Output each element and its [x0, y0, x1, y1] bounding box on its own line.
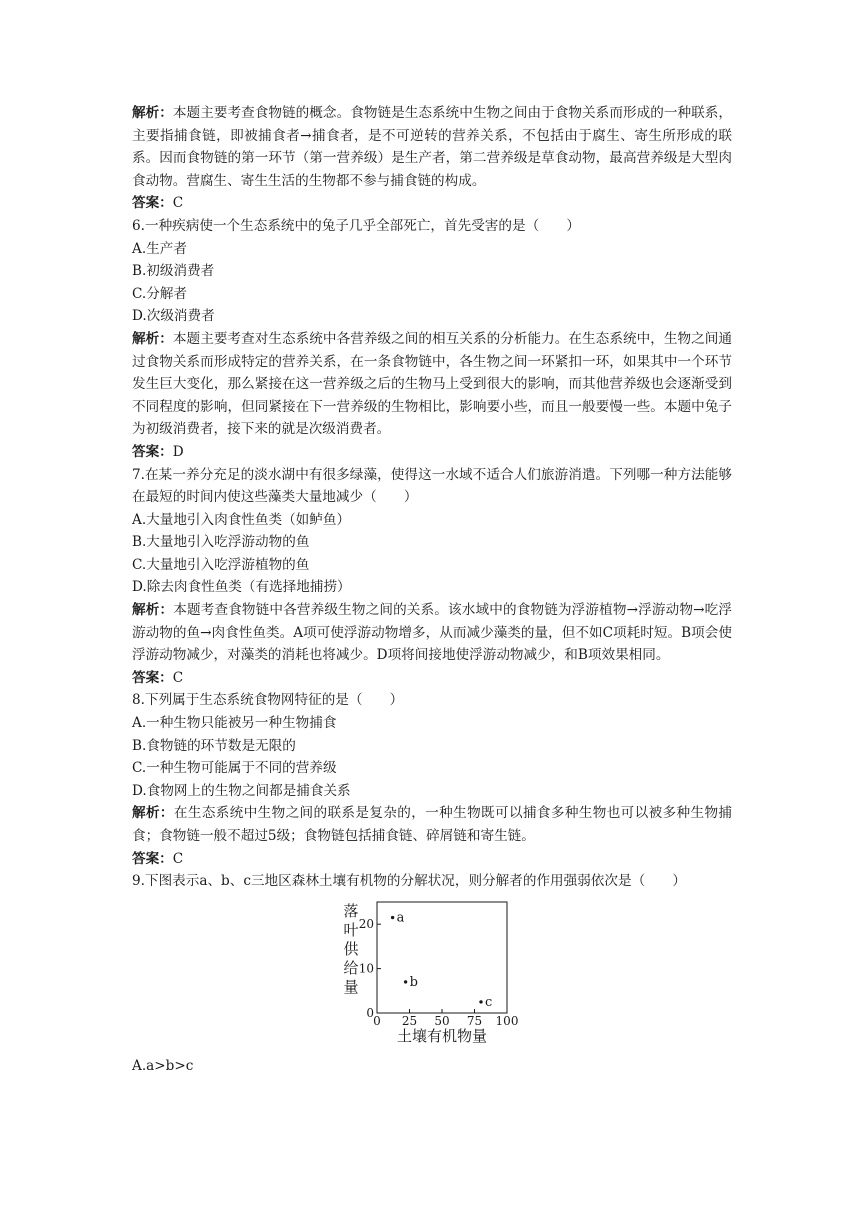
answer-text: C [172, 195, 184, 212]
q6-option-b: B.初级消费者 [132, 263, 215, 280]
y-axis-label-char: 给 [343, 958, 359, 977]
answer-text: D [172, 443, 184, 460]
q7-option-b: B.大量地引入吃浮游动物的鱼 [132, 534, 310, 551]
q9-option-a: A.a>b>c [132, 1057, 194, 1074]
y-axis-label-char: 落 [343, 901, 359, 920]
analysis-text: 在生态系统中生物之间的联系是复杂的，一种生物既可以捕食多种生物也可以被多种生物捕食；食物链一般不超过5级；食物链包括捕食链、碎屑链和寄生链。 [132, 805, 733, 844]
y-tick-label: 20 [358, 916, 374, 931]
answer-label: 答案： [132, 443, 173, 460]
y-tick-label: 10 [358, 961, 374, 976]
data-point-c [479, 1000, 482, 1003]
q7-answer [132, 667, 732, 690]
y-axis-label-char: 供 [343, 939, 359, 958]
analysis-label: 解析： [132, 805, 174, 822]
data-point-b [404, 980, 407, 983]
y-axis-label-char: 量 [343, 977, 359, 996]
q7-stem: 7.在某一养分充足的淡水湖中有很多绿藻，使得这一水域不适合人们旅游消遣。下列哪一种方法能够在最短的时间内使这些藻类大量地减少（ ） [132, 466, 732, 506]
y-axis-label-char: 叶 [343, 920, 359, 939]
q7-option-a: A.大量地引入肉食性鱼类（如鲈鱼） [132, 511, 351, 528]
point-label-b: b [409, 974, 418, 990]
q8-answer [132, 848, 732, 871]
prev-analysis [132, 102, 732, 192]
q6-analysis [132, 328, 732, 441]
x-axis-label: 土壤有机物量 [396, 1026, 488, 1045]
x-tick-label: 0 [373, 1013, 381, 1028]
x-tick-label: 50 [434, 1013, 450, 1028]
analysis-text: 本题主要考查对生态系统中各营养级之间的相互关系的分析能力。在生态系统中，生物之间通过食物关系而形成特定的营养关系，在一条食物链中，各生物之间一环紧扣一环，如果其中一个环节发生巨大变化，那么紧接在这一营养级之后的生物马上受到很大的影响，而其他营养级也会逐渐受到不同程度的影响，但同紧接在下一营养级的生物相比，影响要小些，而且一般要慢一些。本题中兔子为初级消费者，接下来的就是次级消费者。 [132, 330, 733, 438]
point-label-c: c [485, 994, 493, 1010]
point-label-a: a [396, 910, 405, 926]
q6-option-c: C.分解者 [132, 285, 188, 302]
x-tick-label: 25 [401, 1013, 418, 1028]
q8-option-c: C.一种生物可能属于不同的营养级 [132, 760, 337, 777]
scatter-chart [332, 897, 532, 1047]
q7-analysis [132, 599, 732, 667]
analysis-text: 本题考查食物链中各营养级生物之间的关系。该水域中的食物链为浮游植物→浮游动物→吃浮游动物的鱼→肉食性鱼类。A项可使浮游动物增多，从而减少藻类的量，但不如C项耗时短。B项会使浮游动物减少，对藻类的消耗也将减少。D项将间接地使浮游动物减少，和B项效果相同。 [132, 602, 733, 664]
x-tick-label: 75 [466, 1013, 483, 1028]
q6-option-a: A.生产者 [132, 240, 187, 257]
q8-option-d: D.食物网上的生物之间都是捕食关系 [132, 782, 351, 799]
q8-stem: 8.下列属于生态系统食物网特征的是（ ） [132, 692, 404, 709]
q6-answer [132, 441, 732, 464]
analysis-label: 解析： [132, 602, 174, 619]
q9-stem: 9.下图表示a、b、c三地区森林土壤有机物的分解状况，则分解者的作用强弱依次是（ ） [132, 873, 686, 890]
q6-stem: 6.一种疾病使一个生态系统中的兔子几乎全部死亡，首先受害的是（ ） [132, 217, 580, 234]
analysis-label: 解析： [132, 105, 173, 121]
y-tick-label: 0 [366, 1005, 374, 1020]
q6-option-d: D.次级消费者 [132, 308, 215, 325]
q8-option-a: A.一种生物只能被另一种生物捕食 [132, 715, 337, 732]
answer-text: C [172, 850, 184, 867]
prev-answer [132, 192, 732, 215]
x-tick-label: 100 [495, 1013, 519, 1028]
scatter-chart-container [132, 897, 732, 1047]
data-point-a [391, 916, 394, 919]
q7-option-d: D.除去肉食性鱼类（有选择地捕捞） [132, 579, 351, 596]
analysis-label: 解析： [132, 330, 173, 347]
document-page [132, 102, 732, 1077]
answer-label: 答案： [132, 195, 173, 212]
answer-label: 答案： [132, 669, 173, 686]
q8-analysis [132, 802, 732, 847]
answer-label: 答案： [132, 850, 173, 867]
q7-option-c: C.大量地引入吃浮游植物的鱼 [132, 556, 310, 573]
answer-text: C [172, 669, 184, 686]
analysis-text: 本题主要考查食物链的概念。食物链是生态系统中生物之间由于食物关系而形成的一种联系，主要指捕食链，即被捕食者→捕食者，是不可逆转的营养关系，不包括由于腐生、寄生所形成的联系。因而食物链的第一环节（第一营养级）是生产者，第二营养级是草食动物，最高营养级是大型肉食动物。营腐生、寄生生活的生物都不参与捕食链的构成。 [132, 105, 733, 189]
q8-option-b: B.食物链的环节数是无限的 [132, 737, 296, 754]
